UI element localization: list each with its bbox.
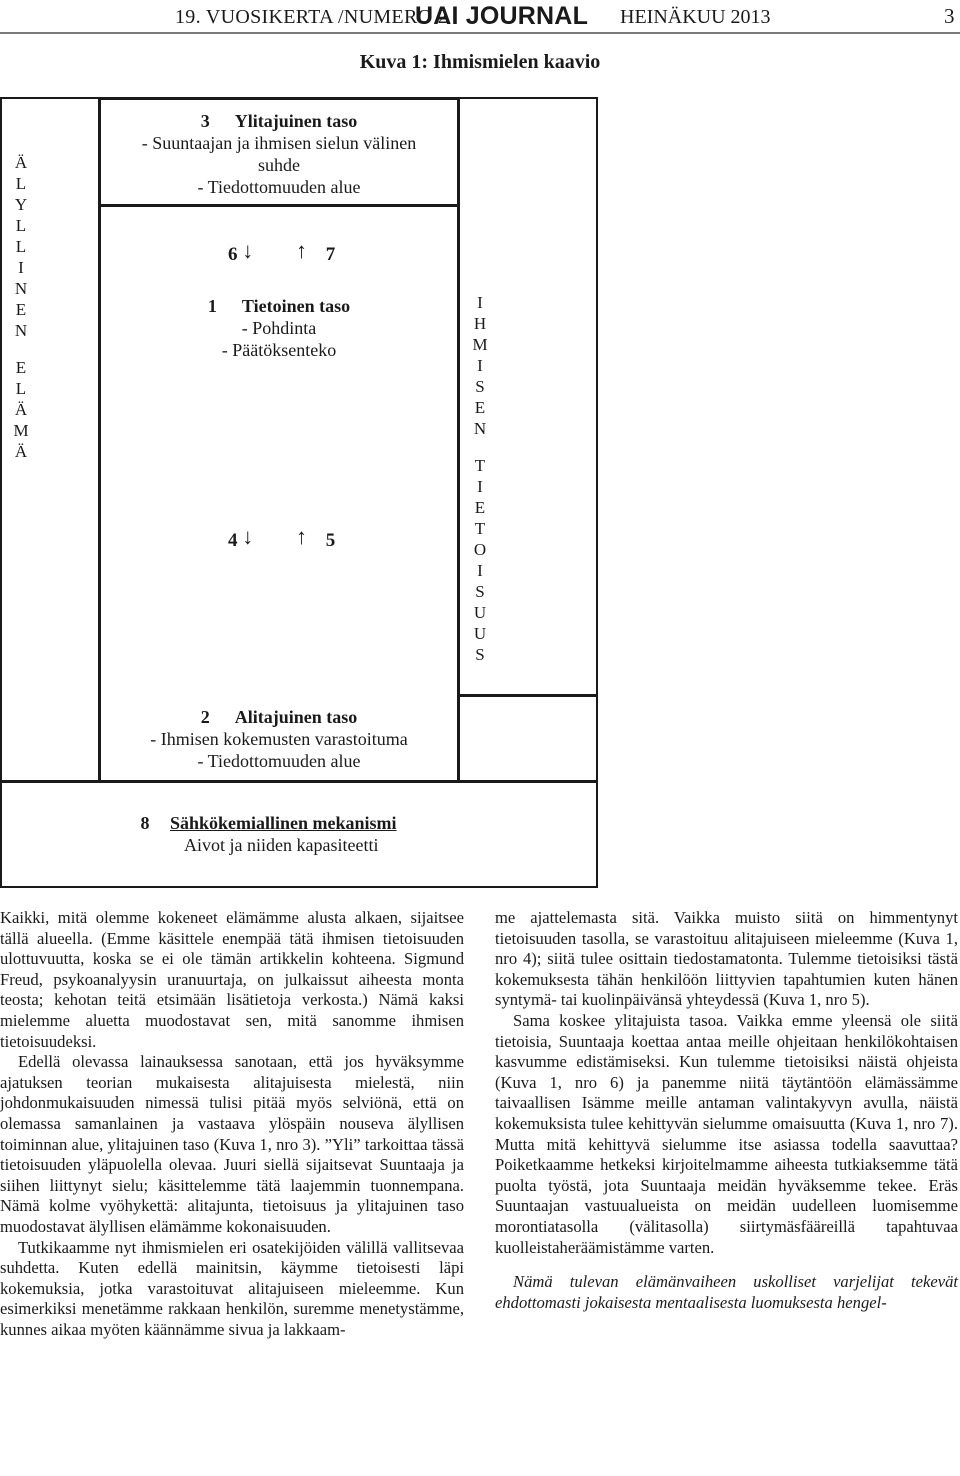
level-1-title: Tietoinen taso <box>241 296 351 316</box>
right-letter: T <box>474 519 486 538</box>
left-letter: I <box>18 258 24 277</box>
level-3-line: - Suuntaajan ja ihmisen sielun välinen <box>141 133 417 153</box>
left-letter: N <box>14 321 28 340</box>
header-rule <box>0 32 960 34</box>
left-letter: L <box>15 379 27 398</box>
right-letter: I <box>477 356 483 375</box>
arrow-4-group <box>228 526 253 552</box>
arrow-down-icon: ↓ <box>242 524 254 549</box>
mind-main-box <box>98 97 460 783</box>
level-3-block <box>101 110 457 198</box>
left-letter: E <box>15 300 27 319</box>
level-2-line: - Tiedottomuuden alue <box>197 751 361 771</box>
right-letter: U <box>473 624 487 643</box>
left-letter: L <box>15 237 27 256</box>
right-letter: S <box>475 582 485 601</box>
arrow-up-icon: ↑ <box>296 524 307 549</box>
right-letter: M <box>472 335 488 354</box>
left-letter: E <box>15 358 27 377</box>
left-letter: Ä <box>14 153 28 172</box>
arrow-6-group <box>228 240 253 266</box>
paragraph: Edellä olevassa lainauksessa sanotaan, että jos hyväksymme ajatuksen teorian mukaisesta alitajuisesta mielestä, niin johdonmukaisuuden nimessä tulisi pitää myös selviönä, että on olemassa samanlainen ja vastaava ylöspäin nouseva älyllisen toiminnan alue, ylitajuinen taso (Kuva 1, nro 3). ”Yli” tarkoittaa tässä tietoisuuden yläpuolella olevaa. Juuri siellä sijaitsevat Suuntaaja ja siihen liittynyt sielu; käsittelemme tätä laajemmin tuonnempana. Nämä kolme vyöhykettä: alitajunta, tietoisuus ja ylitajuinen taso muodostavat älyllisen elämämme kokonaisuuden. <box>0 1052 464 1236</box>
left-letter: L <box>15 174 27 193</box>
left-letter: N <box>14 279 28 298</box>
right-letter: O <box>473 540 487 559</box>
italic-paragraph: Nämä tulevan elämänvaiheen uskolliset varjelijat tekevät ehdottomasti jokaisesta mentaalisesta luomuksesta hengel- <box>495 1272 958 1312</box>
level-3-line: suhde <box>258 155 300 175</box>
level-8-line: Aivot ja niiden kapasiteetti <box>184 835 379 855</box>
right-letter: T <box>474 456 486 475</box>
level-2-block <box>101 706 457 772</box>
right-letter: N <box>473 419 487 438</box>
left-vertical-label <box>0 152 42 462</box>
issue-label: 19. VUOSIKERTA /NUMERO 2 <box>175 6 448 28</box>
level-2-number: 2 <box>200 707 210 727</box>
issue-date: HEINÄKUU 2013 <box>620 6 771 28</box>
right-letter: U <box>473 603 487 622</box>
divider-line <box>458 694 598 697</box>
level-3-number: 3 <box>200 111 210 131</box>
divider-line <box>98 204 460 207</box>
level-2-line: - Ihmisen kokemusten varastoituma <box>150 729 408 749</box>
arrow-7-group <box>296 240 335 266</box>
right-column <box>495 908 958 1313</box>
right-vertical-label <box>460 292 500 665</box>
level-1-number: 1 <box>207 296 217 316</box>
left-letter: M <box>13 421 29 440</box>
level-8-block <box>120 812 480 856</box>
right-letter: E <box>474 498 486 517</box>
level-2-title: Alitajuinen taso <box>234 707 358 727</box>
right-letter: S <box>475 645 485 664</box>
right-letter: H <box>473 314 487 333</box>
level-1-line: - Päätöksenteko <box>221 340 337 360</box>
paragraph: Sama koskee ylitajuista tasoa. Vaikka emme yleensä ole siitä tietoisia, Suuntaaja koettaa antaa meille ohjeitaan henkilökohtaisen kasvumme edistämiseksi. Kun tulemme tietoisiksi näistä ohjeista (Kuva 1, nro 6) ja panemme niitä täytäntöön elämässämme taivaallisen Isämme meille antaman valintakyvyn avulla, näistä kokemuksista tulee kehittyvän sielumme omaisuutta (Kuva 1, nro 7). Mutta mitä kehittyvä sielumme itse asiassa todella saavuttaa? Poiketkaamme hetkeksi kirjoitelmamme aiheesta tutkiaksemme tätä puolta työstä, jota Suuntaaja meidän hyväksemme tekee. Eräs Suuntaajan vastuualueista on meidän uudelleen luomisemme morontiatasolla (välitasolla) siirtymäsfääreillä tapahtuvaa kuolleistaheräämistämme varten. <box>495 1010 958 1257</box>
left-column <box>0 908 464 1340</box>
page-number: 3 <box>944 4 955 28</box>
left-letter: Ä <box>14 442 28 461</box>
right-letter: I <box>477 561 483 580</box>
right-letter: I <box>477 477 483 496</box>
level-1-block <box>101 295 457 361</box>
right-letter: E <box>474 398 486 417</box>
right-letter: I <box>477 293 483 312</box>
arrow-6-label: 6 <box>228 244 238 265</box>
right-letter: S <box>475 377 485 396</box>
level-8-number: 8 <box>140 813 150 833</box>
left-letter: L <box>15 216 27 235</box>
left-letter: Ä <box>14 400 28 419</box>
left-letter: Y <box>14 195 28 214</box>
level-3-title: Ylitajuinen taso <box>234 111 358 131</box>
paragraph: Tutkikaamme nyt ihmismielen eri osatekijöiden välillä vallitsevaa suhdetta. Kuten edellä mainitsin, käymme tietoisesti läpi kokemuksia, jotka varastoituvat alitajuiseen mieleemme. Kun esimerkiksi menetämme rakkaan henkilön, suremme menetystämme, kunnes aikaa myöten käännämme sivua ja lakkaam- <box>0 1237 464 1339</box>
page-header <box>0 0 960 34</box>
arrow-7-label: 7 <box>325 244 336 265</box>
level-1-line: - Pohdinta <box>241 318 317 338</box>
paragraph: me ajattelemasta sitä. Vaikka muisto siitä on himmentynyt tietoisuuden tasolla, se varastoituu alitajuiseen mieleemme (Kuva 1, nro 4); siitä tulee osittain tiedostamatonta. Tulemme tietoisiksi tästä kokemuksesta tähän henkilöön liittyvien tapahtumien kuten hänen syntymä- tai kuolinpäivänsä yhteydessä (Kuva 1, nro 5). <box>495 908 958 1010</box>
paragraph: Kaikki, mitä olemme kokeneet elämämme alusta alkaen, sijaitsee tällä alueella. (Emme käsittele enempää tätä ihmisen tietoisuuden ulottuvuutta, koska se ei ole tämän artikkelin kohteena. Sigmund Freud, psykoanalyysin uranuurtaja, on julkaissut aiheesta monta teosta; kehotan teitä etsimään lisätietoja verkosta.) Nämä kaksi mielemme aluetta muodostavat sen, mitä sanomme ihmisen tietoisuudeksi. <box>0 908 464 1051</box>
arrow-5-group <box>296 526 335 552</box>
arrow-4-label: 4 <box>228 530 238 551</box>
journal-title: UAI JOURNAL <box>415 2 589 30</box>
arrow-down-icon: ↓ <box>242 238 254 263</box>
arrow-up-icon: ↑ <box>296 238 307 263</box>
arrow-5-label: 5 <box>325 530 336 551</box>
level-8-title: Sähkökemiallinen mekanismi <box>170 813 397 833</box>
level-3-line: - Tiedottomuuden alue <box>197 177 361 197</box>
figure-title: Kuva 1: Ihmismielen kaavio <box>359 51 601 73</box>
